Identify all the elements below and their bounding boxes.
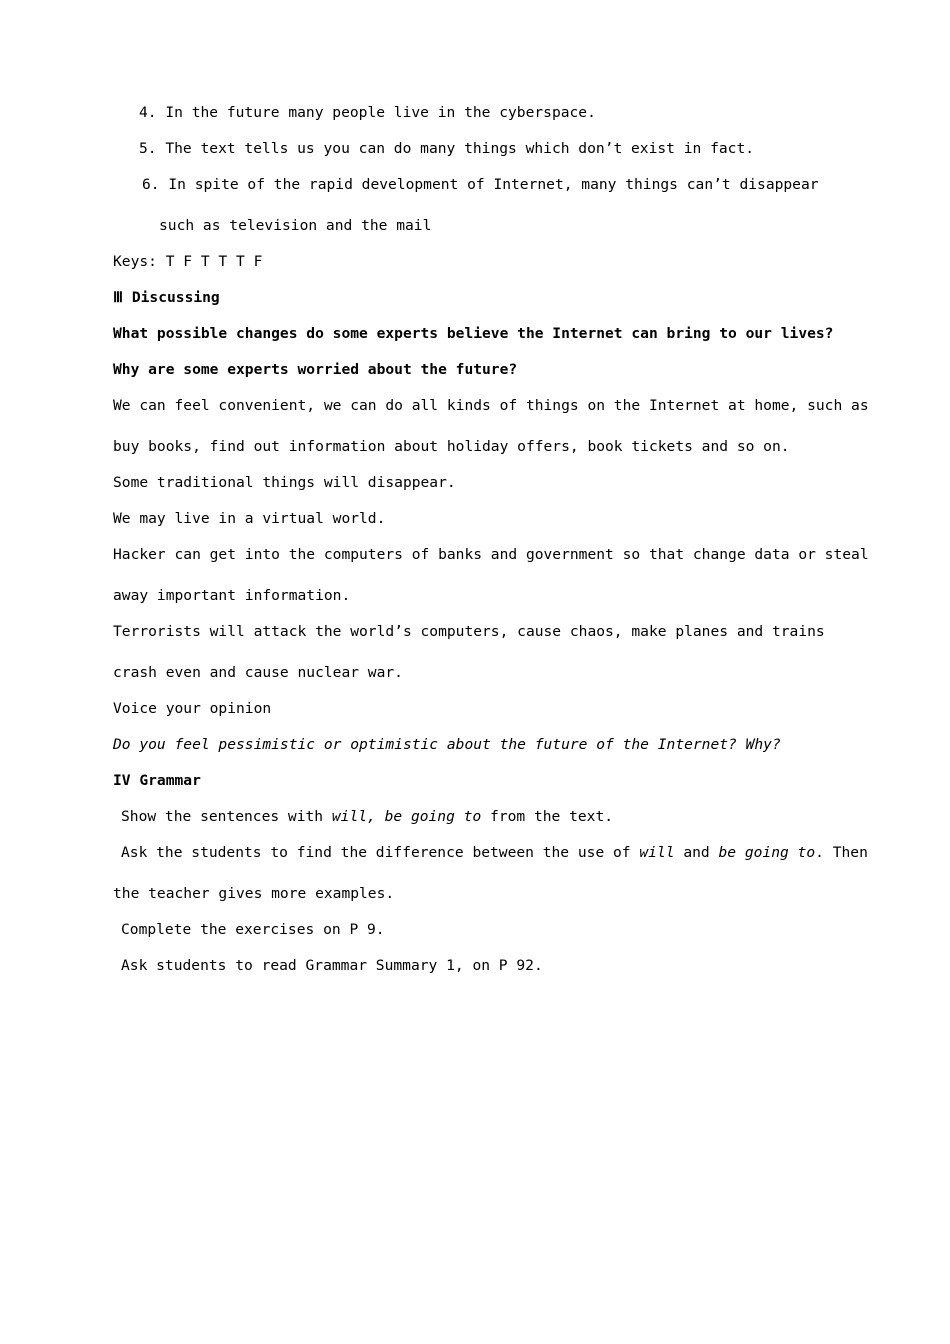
- voice-opinion-question: Do you feel pessimistic or optimistic about the future of the Internet? Why?: [113, 736, 781, 753]
- tf-item-6-continued: such as television and the mail: [159, 217, 432, 234]
- discussion-answer-line: away important information.: [113, 587, 351, 604]
- discussion-answer-line: Terrorists will attack the world’s computers, cause chaos, make planes and trains: [113, 623, 825, 640]
- grammar-step-2-text-mid: and: [674, 844, 719, 861]
- discussion-answer-line: We can feel convenient, we can do all kinds of things on the Internet at home, such as: [113, 397, 869, 414]
- grammar-step-1: [121, 807, 613, 827]
- section-heading-discussing: Ⅲ Discussing: [113, 289, 220, 306]
- discussion-answer-line: crash even and cause nuclear war.: [113, 664, 403, 681]
- voice-opinion-label: Voice your opinion: [113, 700, 272, 717]
- grammar-step-3: Complete the exercises on P 9.: [121, 921, 385, 938]
- grammar-step-2: [121, 843, 868, 863]
- grammar-step-2-continued: the teacher gives more examples.: [113, 885, 395, 902]
- tf-item-6: 6. In spite of the rapid development of Internet, many things can’t disappear: [142, 176, 819, 193]
- grammar-step-2-emphasis-going-to: be going to: [718, 844, 816, 861]
- discussion-answer-line: buy books, find out information about holiday offers, book tickets and so on.: [113, 438, 790, 455]
- discussion-question-2: Why are some experts worried about the future?: [113, 361, 518, 378]
- grammar-step-2-emphasis-will: will: [639, 844, 675, 861]
- tf-item-5: 5. The text tells us you can do many things which don’t exist in fact.: [139, 140, 755, 157]
- discussion-question-1: What possible changes do some experts believe the Internet can bring to our lives?: [113, 325, 834, 342]
- grammar-step-1-text-end: from the text.: [481, 808, 614, 825]
- section-heading-grammar: IV Grammar: [113, 772, 201, 789]
- answer-keys: Keys: T F T T T F: [113, 253, 263, 270]
- grammar-step-4: Ask students to read Grammar Summary 1, on P 92.: [121, 957, 543, 974]
- discussion-answer-line: Hacker can get into the computers of banks and government so that change data or steal: [113, 546, 869, 563]
- grammar-step-2-text: Ask the students to find the difference between the use of: [121, 844, 640, 861]
- tf-item-4: 4. In the future many people live in the cyberspace.: [139, 104, 596, 121]
- grammar-step-2-text-end: . Then: [815, 844, 868, 861]
- discussion-answer-line: Some traditional things will disappear.: [113, 474, 456, 491]
- grammar-step-1-text: Show the sentences with: [121, 808, 332, 825]
- discussion-answer-line: We may live in a virtual world.: [113, 510, 386, 527]
- grammar-step-1-emphasis: will, be going to: [331, 808, 482, 825]
